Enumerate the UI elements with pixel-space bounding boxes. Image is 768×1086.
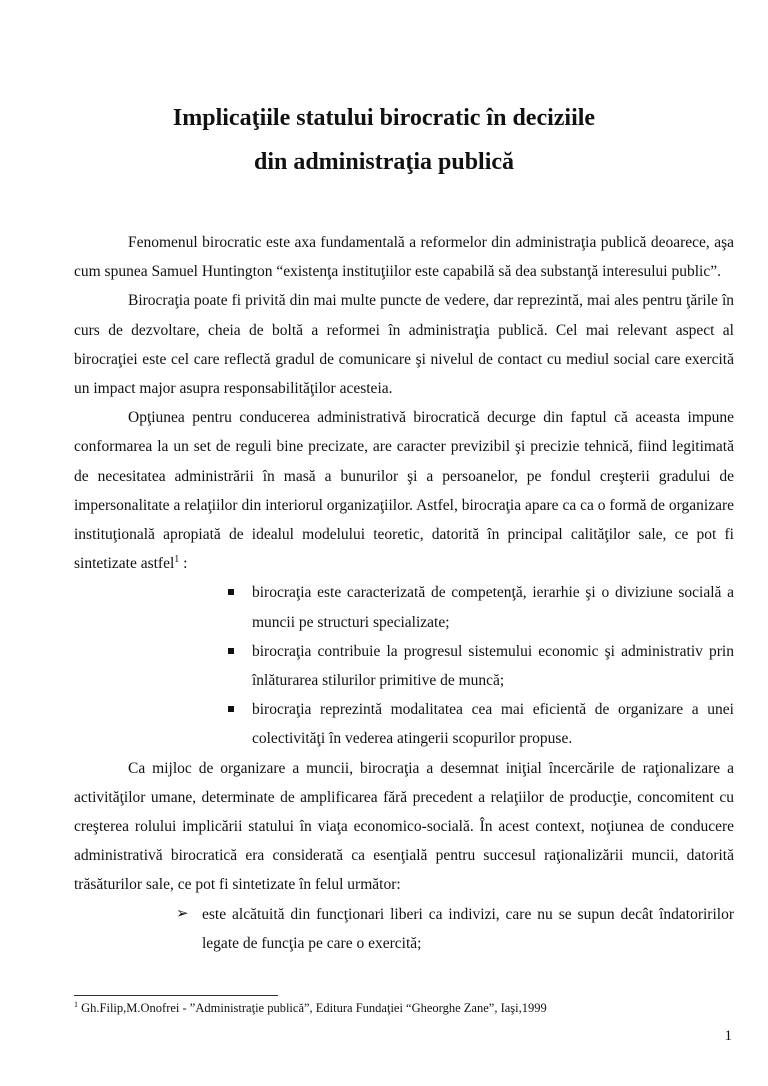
list-item bbox=[228, 578, 734, 636]
document-body bbox=[74, 228, 734, 958]
footnote-text: Gh.Filip,M.Onofrei - ”Administraţie publică”, Editura Fundaţiei “Gheorghe Zane”, Iaşi,1999 bbox=[78, 1001, 547, 1015]
paragraph-3-tail: : bbox=[179, 555, 188, 573]
title-line-1: Implicaţiile statului birocratic în deciziile bbox=[172, 105, 596, 131]
list-item-text: birocraţia este caracterizată de competenţă, ierarhie şi o diviziune socială a muncii pe structuri specializate; bbox=[252, 584, 734, 631]
footnote-marker: 1 bbox=[74, 999, 78, 1009]
paragraph-2: Birocraţia poate fi privită din mai multe puncte de vedere, dar reprezintă, mai ales pentru ţările în curs de dezvoltare, cheia de boltă a reformei în administraţia publică. Cel mai relevant aspect al birocraţiei este cel care reflectă gradul de comunicare şi nivelul de contact cu mediul social care exercită un impact major asupra responsabilităţilor acesteia. bbox=[74, 292, 734, 398]
page-number: 1 bbox=[724, 1028, 732, 1044]
list-item-text: birocraţia contribuie la progresul sistemului economic şi administrativ prin înlăturarea stilurilor primitive de muncă; bbox=[252, 642, 734, 690]
footnote-reference[interactable]: 1 bbox=[174, 554, 180, 566]
footnote-divider bbox=[74, 995, 278, 996]
title-line-2: din administraţia publică bbox=[253, 149, 515, 175]
bullet-list bbox=[74, 578, 734, 753]
list-item-text: birocraţia reprezintă modalitatea cea mai eficientă de organizare a unei colectivităţi în vederea atingerii scopurilor propuse. bbox=[252, 701, 734, 748]
square-bullet-icon bbox=[228, 589, 234, 595]
document-title bbox=[0, 96, 768, 184]
paragraph-3-text: Opţiunea pentru conducerea administrativă birocratică decurge din faptul că aceasta impune conformarea la un set de reguli bine precizate, are caracter previzibil şi precizie tehnică, fiind legitimată de necesitatea administrării în masă a bunurilor şi a persoanelor, pe fondul creşterii gradului de impersonalitate a relaţiilor din interiorul organizaţiilor. Astfel, birocraţia apare ca ca o formă de organizare instituţională apropiată de idealul modelului teoretic, datorită în principal calităţilor sale, ce pot fi sintetizate astfel bbox=[74, 409, 734, 573]
paragraph-1: Fenomenul birocratic este axa fundamentală a reformelor din administraţia publică deoarece, aşa cum spunea Samuel Huntington “existenţa instituţiilor este capabilă să dea substanţă interesului public”. bbox=[74, 234, 734, 281]
list-item bbox=[228, 695, 734, 753]
arrow-list bbox=[74, 900, 734, 958]
list-item bbox=[176, 900, 734, 958]
list-item-text: este alcătuită din funcţionari liberi ca indivizi, care nu se supun decât îndatoririlor legate de funcţia pe care o exercită; bbox=[202, 905, 734, 952]
arrow-bullet-icon: ➢ bbox=[176, 905, 189, 922]
square-bullet-icon bbox=[228, 648, 234, 654]
square-bullet-icon bbox=[228, 706, 234, 712]
paragraph-3 bbox=[74, 403, 734, 578]
list-item bbox=[228, 637, 734, 695]
paragraph-4: Ca mijloc de organizare a muncii, birocraţia a desemnat iniţial încercările de raţionalizare a activităţilor umane, determinate de amplificarea fără precedent a relaţiilor de producţie, concomitent cu creşterea rolului implicării statului în viaţa economico-socială. În acest context, noţiunea de conducere administrativă birocratică era considerată ca esenţială pentru succesul raţionalizării muncii, datorită trăsăturilor sale, ce pot fi sintetizate în felul următor: bbox=[74, 759, 734, 894]
footnote bbox=[74, 1000, 734, 1016]
